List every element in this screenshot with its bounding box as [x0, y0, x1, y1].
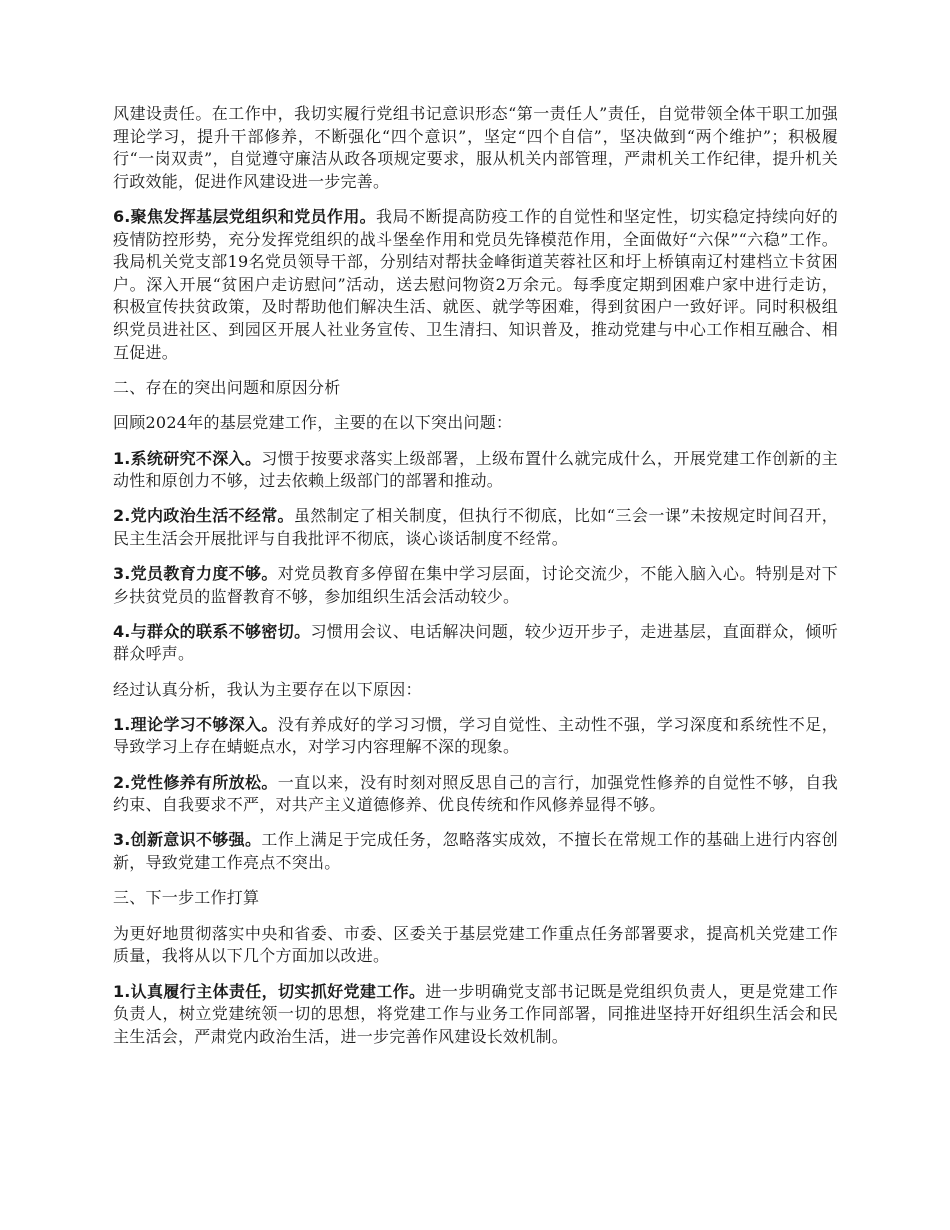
paragraph-text: 没有养成好的学习习惯，学习自觉性、主动性不强，学习深度和系统性不足，导致学习上存在蜻蜓点水，对学习内容理解不深的现象。 [113, 714, 838, 757]
paragraph-lead: 2.党性修养有所放松。 [113, 772, 278, 792]
paragraph-lead: 6.聚焦发挥基层党组织和党员作用。 [113, 206, 377, 226]
heading-text: 三、下一步工作打算 [113, 888, 260, 908]
paragraph-text: 习惯于按要求落实上级部署，上级布置什么就完成什么，开展党建工作创新的主动性和原创力不够，过去依赖上级部门的部署和推动。 [113, 448, 838, 491]
paragraph [113, 621, 838, 666]
paragraph [113, 563, 838, 608]
paragraph [113, 679, 838, 702]
document-body [113, 103, 838, 1061]
paragraph-text: 经过认真分析，我认为主要存在以下原因： [113, 679, 422, 699]
paragraph-text: 风建设责任。在工作中，我切实履行党组书记意识形态“第一责任人”责任，自觉带领全体干职工加强理论学习，提升干部修养，不断强化“四个意识”，坚定“四个自信”，坚决做到“两个维护”；积极履行“一岗双责”，自觉遵守廉洁从政各项规定要求，服从机关内部管理，严肃机关工作纪律，提升机关行政效能，促进作风建设进一步完善。 [113, 104, 838, 191]
paragraph [113, 714, 838, 759]
paragraph [113, 412, 838, 435]
paragraph-lead: 4.与群众的联系不够密切。 [113, 621, 311, 641]
paragraph-text: 回顾2024年的基层党建工作，主要的在以下突出问题： [113, 413, 513, 433]
paragraph-text: 进一步明确党支部书记既是党组织负责人，更是党建工作负责人，树立党建统领一切的思想，将党建工作与业务工作同部署，同推进坚持开好组织生活会和民主生活会，严肃党内政治生活，进一步完善作风建设长效机制。 [113, 981, 838, 1046]
paragraph [113, 505, 838, 550]
paragraph-text: 我局不断提高防疫工作的自觉性和坚定性，切实稳定持续向好的疫情防控形势，充分发挥党组织的战斗堡垒作用和党员先锋模范作用，全面做好“六保”“六稳”工作。我局机关党支部19名党员领导干部，分别结对帮扶金峰街道芙蓉社区和圩上桥镇南辽村建档立卡贫困户。深入开展“贫困户走访慰问”活动，送去慰问物资2万余元。每季度定期到困难户家中进行走访，积极宣传扶贫政策，及时帮助他们解决生活、就医、就学等困难，得到贫困户一致好评。同时积极组织党员进社区、到园区开展人社业务宣传、卫生清扫、知识普及，推动党建与中心工作相互融合、相互促进。 [113, 206, 838, 362]
paragraph [113, 981, 838, 1049]
section-heading [113, 887, 838, 910]
paragraph-text: 为更好地贯彻落实中央和省委、市委、区委关于基层党建工作重点任务部署要求，提高机关党建工作质量，我将从以下几个方面加以改进。 [113, 923, 838, 966]
paragraph [113, 206, 838, 364]
paragraph [113, 103, 838, 193]
paragraph-lead: 3.党员教育力度不够。 [113, 564, 278, 584]
paragraph-text: 虽然制定了相关制度，但执行不彻底，比如“三会一课”未按规定时间召开，民主生活会开展批评与自我批评不彻底，谈心谈话制度不经常。 [113, 506, 838, 548]
paragraph-lead: 1.系统研究不深入。 [113, 448, 262, 468]
paragraph-text: 工作上满足于完成任务，忽略落实成效，不擅长在常规工作的基础上进行内容创新，导致党建工作亮点不突出。 [113, 830, 838, 872]
paragraph-lead: 2.党内政治生活不经常。 [113, 506, 294, 526]
heading-text: 二、存在的突出问题和原因分析 [113, 377, 341, 397]
paragraph [113, 829, 838, 874]
paragraph [113, 772, 838, 817]
paragraph-lead: 1.理论学习不够深入。 [113, 714, 278, 734]
paragraph [113, 923, 838, 968]
paragraph-text: 对党员教育多停留在集中学习层面，讨论交流少，不能入脑入心。特别是对下乡扶贫党员的监督教育不够，参加组织生活会活动较少。 [113, 564, 838, 606]
paragraph-lead: 3.创新意识不够强。 [113, 830, 262, 850]
section-heading [113, 377, 838, 400]
paragraph-text: 一直以来，没有时刻对照反思自己的言行，加强党性修养的自觉性不够，自我约束、自我要求不严，对共产主义道德修养、优良传统和作风修养显得不够。 [113, 772, 838, 815]
paragraph [113, 448, 838, 493]
paragraph-lead: 1.认真履行主体责任，切实抓好党建工作。 [113, 981, 426, 1001]
paragraph-text: 习惯用会议、电话解决问题，较少迈开步子，走进基层，直面群众，倾听群众呼声。 [113, 621, 838, 664]
